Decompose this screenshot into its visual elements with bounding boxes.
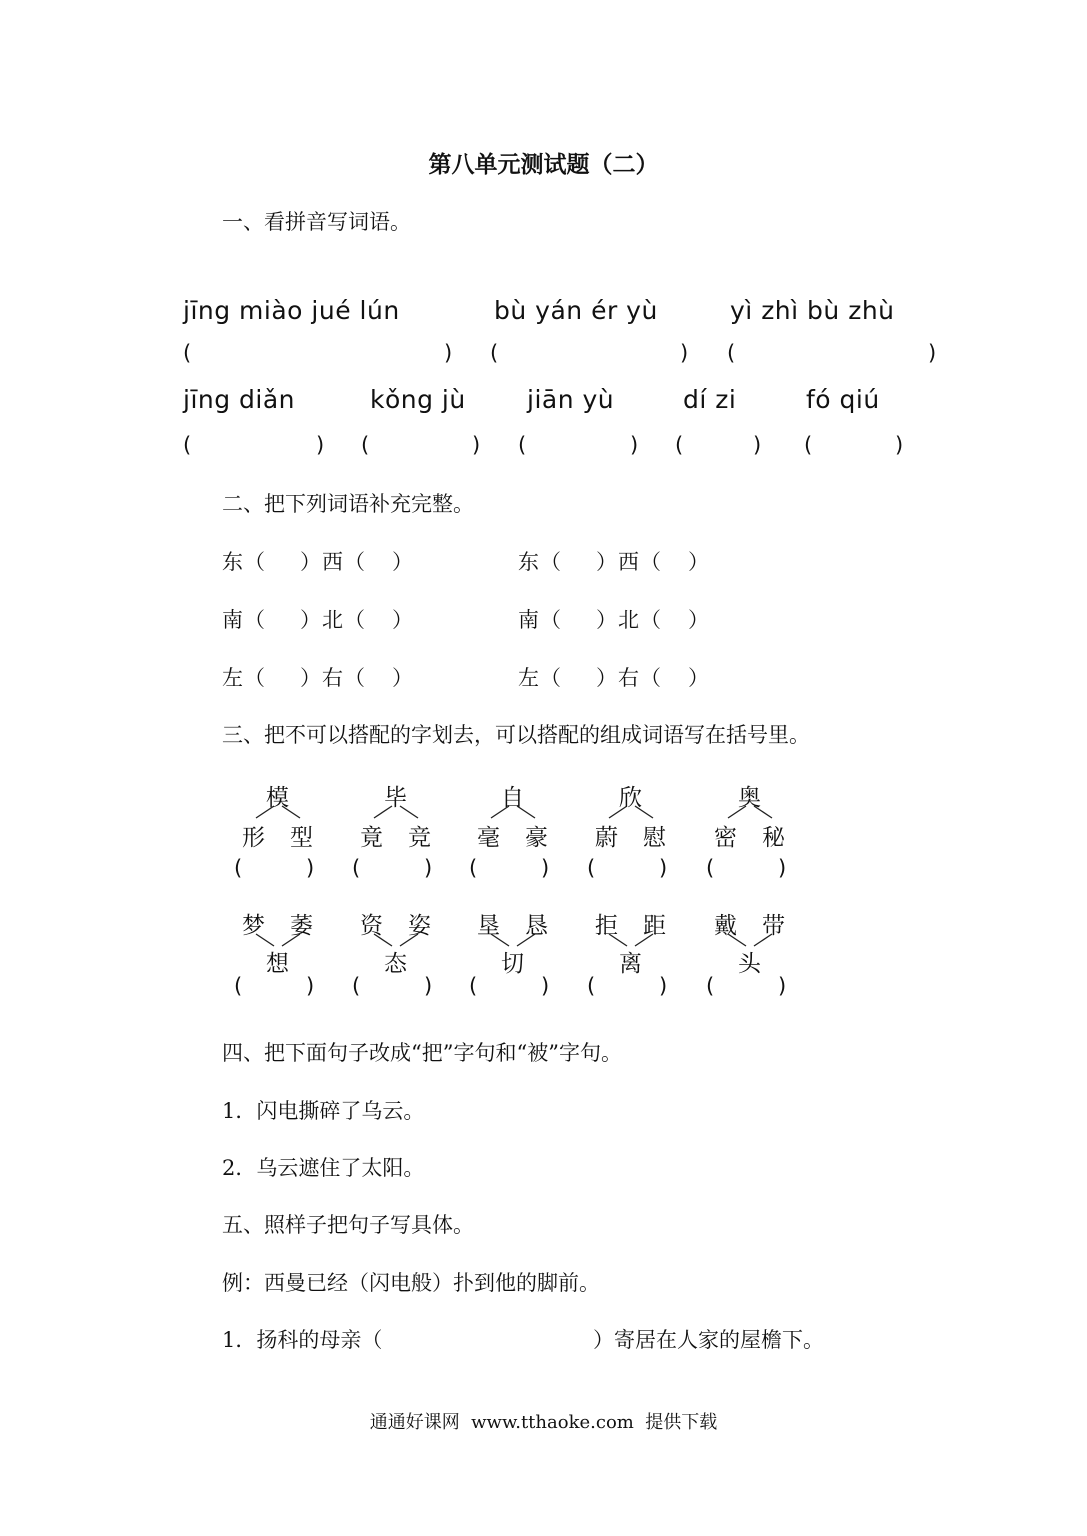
fill-row-2-second-char: 北 [322, 608, 343, 632]
open-paren: ( [234, 856, 243, 880]
fill-row-3-second-char: 右 [618, 666, 639, 690]
bottom-char: 想 [266, 951, 289, 977]
section1-heading: 一、看拼音写词语。 [222, 210, 411, 234]
close-paren: ) [541, 856, 550, 880]
fill-row-3-close-paren: ） [392, 666, 413, 690]
close-paren: ) [895, 433, 904, 457]
section4-heading: 四、把下面句子改成“把”字句和“被”字句。 [222, 1041, 622, 1065]
fill-row-3-close-paren: ） [596, 666, 617, 690]
close-paren: ) [659, 856, 668, 880]
fill-row-1-second-char: 西 [322, 550, 343, 574]
top-char: 模 [266, 785, 289, 811]
bottom-char: 态 [384, 951, 407, 977]
right-char: 距 [643, 913, 666, 939]
top-char: 欣 [619, 785, 642, 811]
open-paren: ( [727, 341, 736, 365]
close-paren: ) [778, 974, 787, 998]
fill-row-2-open-paren: （ [344, 608, 365, 632]
fill-row-3-first-char: 左 [518, 666, 539, 690]
open-paren: ( [361, 433, 370, 457]
open-paren: ( [706, 856, 715, 880]
close-paren: ) [778, 856, 787, 880]
close-paren: ) [424, 974, 433, 998]
open-paren: ( [706, 974, 715, 998]
right-char: 型 [290, 825, 313, 851]
open-paren: ( [183, 341, 192, 365]
pinyin-kong-ju: kǒng jù [370, 385, 466, 414]
left-char: 拒 [595, 913, 618, 939]
close-paren: ) [444, 341, 453, 365]
close-paren: ) [630, 433, 639, 457]
fill-row-2-close-paren: ） [300, 608, 321, 632]
close-paren: ) [306, 856, 315, 880]
fill-row-1-close-paren: ） [392, 550, 413, 574]
close-paren: ) [680, 341, 689, 365]
pinyin-jing-dian: jīng diǎn [183, 385, 296, 414]
fill-row-1-close-paren: ） [688, 550, 709, 574]
fill-row-2-first-char: 南 [222, 608, 243, 632]
close-paren: ) [928, 341, 937, 365]
fill-row-2-close-paren: ） [688, 608, 709, 632]
footer-credit: 通通好课网 www.tthaoke.com 提供下载 [369, 1412, 718, 1433]
left-char: 资 [360, 913, 383, 939]
pinyin-jian-yu: jiān yù [527, 385, 615, 414]
fill-row-3-close-paren: ） [300, 666, 321, 690]
fill-row-3-open-paren: （ [540, 666, 561, 690]
bottom-char: 离 [619, 951, 642, 977]
top-char: 自 [501, 785, 524, 811]
open-paren: ( [352, 974, 361, 998]
fill-row-2-first-char: 南 [518, 608, 539, 632]
fill-row-2-open-paren: （ [244, 608, 265, 632]
pinyin-bu-yan-er-yu: bù yán ér yù [494, 296, 658, 325]
left-char: 垦 [477, 913, 500, 939]
open-paren: ( [675, 433, 684, 457]
fill-row-1-first-char: 东 [222, 550, 243, 574]
pinyin-fo-qiu: fó qiú [806, 385, 880, 414]
fill-row-2-open-paren: （ [540, 608, 561, 632]
fill-row-3-second-char: 右 [322, 666, 343, 690]
pinyin-jing-miao-jue-lun: jīng miào jué lún [183, 296, 400, 325]
open-paren: ( [587, 856, 596, 880]
fill-row-1-second-char: 西 [618, 550, 639, 574]
close-paren: ) [541, 974, 550, 998]
open-paren: ( [469, 856, 478, 880]
fill-row-1-close-paren: ） [300, 550, 321, 574]
fill-row-2-close-paren: ） [596, 608, 617, 632]
close-paren: ) [306, 974, 315, 998]
right-char: 慰 [643, 825, 666, 851]
bottom-char: 头 [738, 951, 761, 977]
fill-row-2-second-char: 北 [618, 608, 639, 632]
fill-row-3-open-paren: （ [244, 666, 265, 690]
right-char: 带 [762, 913, 785, 939]
open-paren: ( [183, 433, 192, 457]
sentence-item-1: 1．闪电撕碎了乌云。 [222, 1099, 425, 1123]
open-paren: ( [804, 433, 813, 457]
right-char: 竞 [408, 825, 431, 851]
fill-row-2-close-paren: ） [392, 608, 413, 632]
open-paren: ( [518, 433, 527, 457]
open-paren: ( [234, 974, 243, 998]
right-char: 豪 [525, 825, 548, 851]
left-char: 密 [714, 825, 737, 851]
section2-heading: 二、把下列词语补充完整。 [222, 492, 474, 516]
close-paren: ) [753, 433, 762, 457]
fill-row-2-open-paren: （ [640, 608, 661, 632]
fill-row-1-open-paren: （ [640, 550, 661, 574]
fill-row-1-open-paren: （ [344, 550, 365, 574]
close-paren: ) [424, 856, 433, 880]
top-char: 奥 [738, 785, 761, 811]
left-char: 戴 [714, 913, 737, 939]
exercise-item-1-end: ）寄居在人家的屋檐下。 [593, 1328, 824, 1352]
top-char: 毕 [384, 785, 407, 811]
open-paren: ( [469, 974, 478, 998]
fill-row-3-open-paren: （ [640, 666, 661, 690]
left-char: 梦 [242, 913, 265, 939]
close-paren: ) [659, 974, 668, 998]
bottom-char: 切 [501, 951, 524, 977]
close-paren: ) [472, 433, 481, 457]
fill-row-1-open-paren: （ [540, 550, 561, 574]
left-char: 蔚 [595, 825, 618, 851]
example-sentence: 例：西曼已经（闪电般）扑到他的脚前。 [222, 1271, 600, 1295]
open-paren: ( [490, 341, 499, 365]
left-char: 毫 [477, 825, 500, 851]
right-char: 萎 [290, 913, 313, 939]
sentence-item-2: 2．乌云遮住了太阳。 [222, 1156, 425, 1180]
section5-heading: 五、照样子把句子写具体。 [222, 1213, 474, 1237]
open-paren: ( [352, 856, 361, 880]
fill-row-3-first-char: 左 [222, 666, 243, 690]
section3-heading: 三、把不可以搭配的字划去，可以搭配的组成词语写在括号里。 [222, 723, 810, 747]
close-paren: ) [316, 433, 325, 457]
pinyin-yi-zhi-bu-zhu: yì zhì bù zhù [730, 296, 895, 325]
right-char: 秘 [762, 825, 785, 851]
fill-row-3-close-paren: ） [688, 666, 709, 690]
fill-row-1-open-paren: （ [244, 550, 265, 574]
fill-row-1-close-paren: ） [596, 550, 617, 574]
left-char: 形 [242, 825, 265, 851]
exercise-item-1-start: 1．扬科的母亲（ [222, 1328, 383, 1352]
open-paren: ( [587, 974, 596, 998]
right-char: 恳 [525, 913, 548, 939]
right-char: 姿 [408, 913, 431, 939]
fill-row-1-first-char: 东 [518, 550, 539, 574]
page-title: 第八单元测试题（二） [428, 151, 659, 178]
pinyin-di-zi: dí zi [683, 385, 737, 414]
left-char: 竟 [360, 825, 383, 851]
fill-row-3-open-paren: （ [344, 666, 365, 690]
